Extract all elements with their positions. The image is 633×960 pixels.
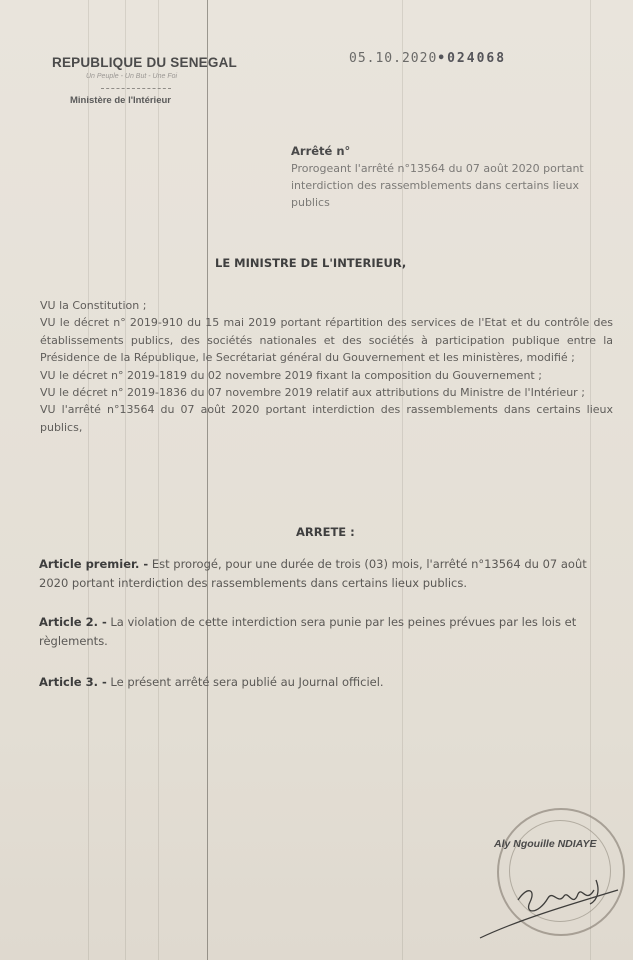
visa-item: VU le décret n° 2019-910 du 15 mai 2019 portant répartition des services de l'Etat et du contrôle des établissements publics, des sociétés nationales et des sociétés à participation publique entre la Présidence de la République, le Secrétariat général du Gouvernement et les ministères, modifié ; [40,316,613,365]
article-3 [39,673,614,692]
article-text: La violation de cette interdiction sera punie par les peines prévues par les lois et règlements. [39,615,577,648]
paper-fold-line [125,0,126,960]
stamp-date: 05.10.2020 [349,51,438,66]
issuing-authority: LE MINISTRE DE L'INTERIEUR, [215,256,407,270]
visa-item: VU le décret n° 2019-1836 du 07 novembre 2019 relatif aux attributions du Ministre de l'Intérieur ; [40,386,585,400]
signatory-name: Aly Ngouille NDIAYE [494,838,597,850]
ministry-name: Ministère de l'Intérieur [70,95,171,106]
article-text: Est prorogé, pour une durée de trois (03) mois, l'arrêté n°13564 du 07 août 2020 portant interdiction des rassemblements dans certains lieux publics. [39,557,587,590]
handwritten-signature-icon [478,860,628,940]
decree-title: Arrêté n° [291,144,351,158]
article-text: Le présent arrêté sera publié au Journal officiel. [106,675,384,689]
article-label: Article 3. - [39,675,107,689]
header-divider [101,88,171,89]
stamp-number: 024068 [447,51,507,66]
article-2 [39,613,614,651]
paper-fold-line [158,0,159,960]
country-name: REPUBLIQUE DU SENEGAL [52,55,237,70]
visa-item: VU le décret n° 2019-1819 du 02 novembre 2019 fixant la composition du Gouvernement ; [40,368,542,382]
article-1 [39,555,614,593]
paper-fold-line [88,0,89,960]
visa-list [40,297,613,436]
paper-fold-line [207,0,208,960]
visa-item: VU l'arrêté n°13564 du 07 août 2020 portant interdiction des rassemblements dans certains lieux publics, [40,403,613,434]
decree-subject: Prorogeant l'arrêté n°13564 du 07 août 2020 portant interdiction des rassemblements dans certains lieux publics [291,162,584,209]
decision-heading: ARRETE : [296,525,355,539]
article-label: Article 2. - [39,615,107,629]
article-label: Article premier. - [39,557,149,571]
registration-stamp [349,51,506,66]
visa-item: VU la Constitution ; [40,299,147,312]
national-motto: Un Peuple - Un But - Une Foi [86,73,178,80]
stamp-separator: • [437,51,448,66]
paper-fold-line [402,0,403,960]
